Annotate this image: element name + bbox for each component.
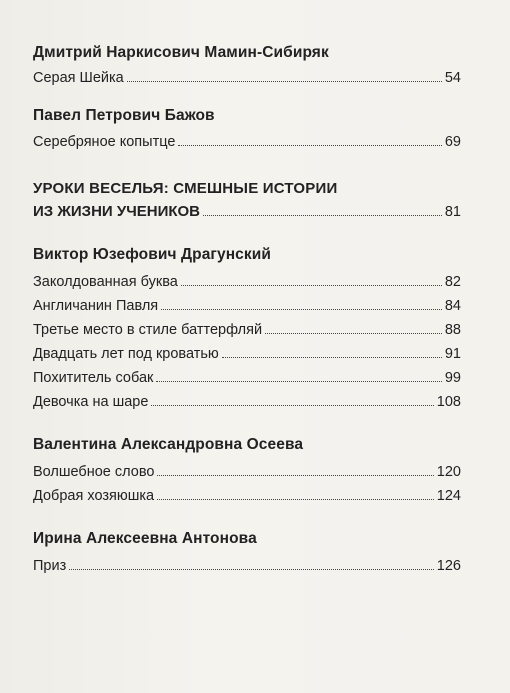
toc-entry[interactable]: [33, 130, 461, 150]
section-title: УРОКИ ВЕСЕЛЬЯ: СМЕШНЫЕ ИСТОРИИ: [33, 180, 338, 197]
entry-page: 99: [444, 370, 461, 386]
entry-title: Приз: [33, 558, 67, 574]
dot-leader: [181, 284, 442, 286]
toc-entry[interactable]: [33, 318, 461, 338]
dot-leader: [69, 568, 434, 570]
entry-page: 54: [444, 70, 461, 86]
entry-page: 126: [436, 558, 461, 574]
author-heading: Павел Петрович Бажов: [33, 107, 215, 124]
entry-page: 120: [436, 464, 461, 480]
dot-leader: [127, 80, 442, 82]
entry-title: Англичанин Павля: [33, 298, 159, 314]
toc-entry[interactable]: [33, 460, 461, 480]
toc-entry[interactable]: [33, 270, 461, 290]
toc-entry[interactable]: [33, 342, 461, 362]
toc-entry[interactable]: [33, 366, 461, 386]
dot-leader: [178, 144, 441, 146]
entry-title: Волшебное слово: [33, 464, 155, 480]
toc-entry[interactable]: [33, 66, 461, 86]
author-heading: Ирина Алексеевна Антонова: [33, 530, 257, 547]
entry-title: Добрая хозяюшка: [33, 488, 155, 504]
dot-leader: [156, 380, 441, 382]
entry-page: 81: [444, 204, 461, 220]
toc-entry[interactable]: [33, 390, 461, 410]
entry-title: Заколдованная буква: [33, 274, 178, 290]
entry-title: Девочка на шаре: [33, 394, 149, 410]
author-heading: Виктор Юзефович Драгунский: [33, 246, 272, 263]
dot-leader: [151, 404, 433, 406]
entry-title: Третье место в стиле баттерфляй: [33, 322, 263, 338]
author-heading: Валентина Александровна Осеева: [33, 436, 304, 453]
entry-title: Серая Шейка: [33, 70, 124, 86]
entry-page: 69: [444, 134, 461, 150]
entry-page: 84: [444, 298, 461, 314]
dot-leader: [157, 498, 434, 500]
entry-page: 108: [436, 394, 461, 410]
section-entry[interactable]: [33, 200, 461, 220]
entry-page: 88: [444, 322, 461, 338]
entry-page: 124: [436, 488, 461, 504]
toc-entry[interactable]: [33, 294, 461, 314]
entry-title: Похититель собак: [33, 370, 154, 386]
entry-page: 91: [444, 346, 461, 362]
dot-leader: [265, 332, 442, 334]
author-heading: Дмитрий Наркисович Мамин-Сибиряк: [33, 44, 329, 61]
dot-leader: [161, 308, 442, 310]
dot-leader: [157, 474, 433, 476]
section-title-line2: ИЗ ЖИЗНИ УЧЕНИКОВ: [33, 203, 201, 220]
entry-title: Серебряное копытце: [33, 134, 176, 150]
toc-entry[interactable]: [33, 484, 461, 504]
entry-page: 82: [444, 274, 461, 290]
toc-entry[interactable]: [33, 554, 461, 574]
dot-leader: [222, 356, 442, 358]
dot-leader: [203, 214, 442, 216]
entry-title: Двадцать лет под кроватью: [33, 346, 219, 362]
